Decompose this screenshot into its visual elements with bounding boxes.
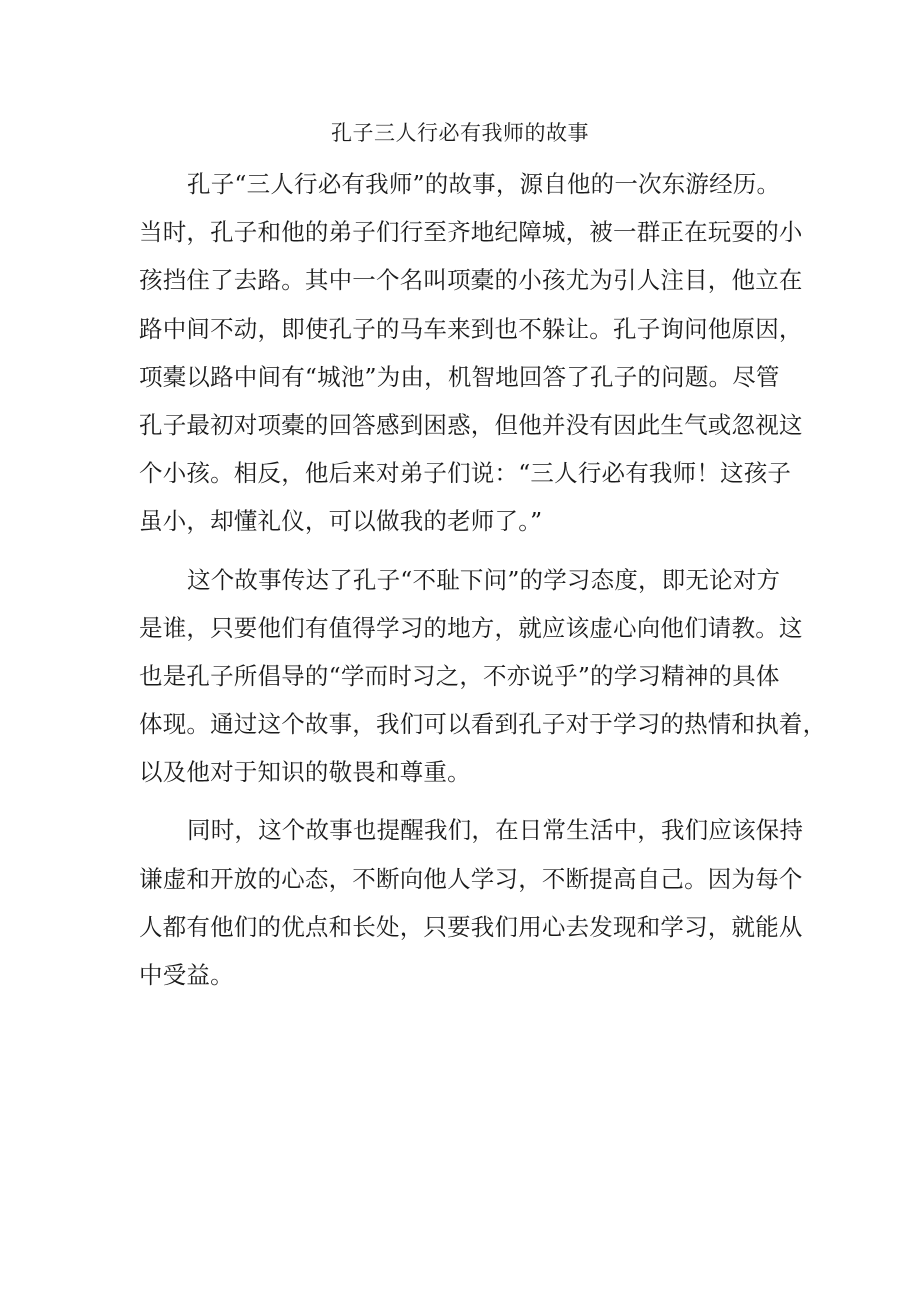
text-line: 也是孔子所倡导的“学而时习之，不亦说乎”的学习精神的具体	[139, 661, 780, 690]
text-line: 是谁，只要他们有值得学习的地方，就应该虚心向他们请教。这	[139, 613, 803, 642]
text-line: 同时，这个故事也提醒我们，在日常生活中，我们应该保持	[187, 816, 804, 845]
text-line: 个小孩。相反，他后来对弟子们说：“三人行必有我师！这孩子	[139, 459, 792, 488]
text-line: 谦虚和开放的心态，不断向他人学习，不断提高自己。因为每个	[139, 864, 803, 893]
text-line: 人都有他们的优点和长处，只要我们用心去发现和学习，就能从	[139, 912, 803, 941]
text-line: 孔子最初对项橐的回答感到困惑，但他并没有因此生气或忽视这	[139, 410, 803, 439]
document-title: 孔子三人行必有我师的故事	[331, 121, 589, 145]
paragraph	[139, 160, 803, 546]
text-line: 以及他对于知识的敬畏和尊重。	[139, 758, 471, 787]
document-body	[139, 160, 827, 999]
text-line: 当时，孔子和他的弟子们行至齐地纪障城，被一群正在玩耍的小	[139, 218, 803, 247]
text-line: 路中间不动，即使孔子的马车来到也不躲让。孔子询问他原因，	[139, 314, 803, 343]
text-line: 项橐以路中间有“城池”为由，机智地回答了孔子的问题。尽管	[139, 362, 780, 391]
text-line: 孩挡住了去路。其中一个名叫项橐的小孩尤为引人注目，他立在	[139, 266, 803, 295]
text-line: 虽小，却懂礼仪，可以做我的老师了。”	[139, 507, 543, 536]
text-line: 孔子“三人行必有我师”的故事，源自他的一次东游经历。	[187, 170, 781, 198]
text-line: 中受益。	[139, 961, 234, 989]
text-line: 这个故事传达了孔子“不耻下问”的学习态度，即无论对方	[187, 565, 781, 594]
paragraph	[139, 806, 804, 999]
paragraph	[139, 556, 827, 797]
text-line: 体现。通过这个故事，我们可以看到孔子对于学习的热情和执着，	[139, 710, 827, 739]
